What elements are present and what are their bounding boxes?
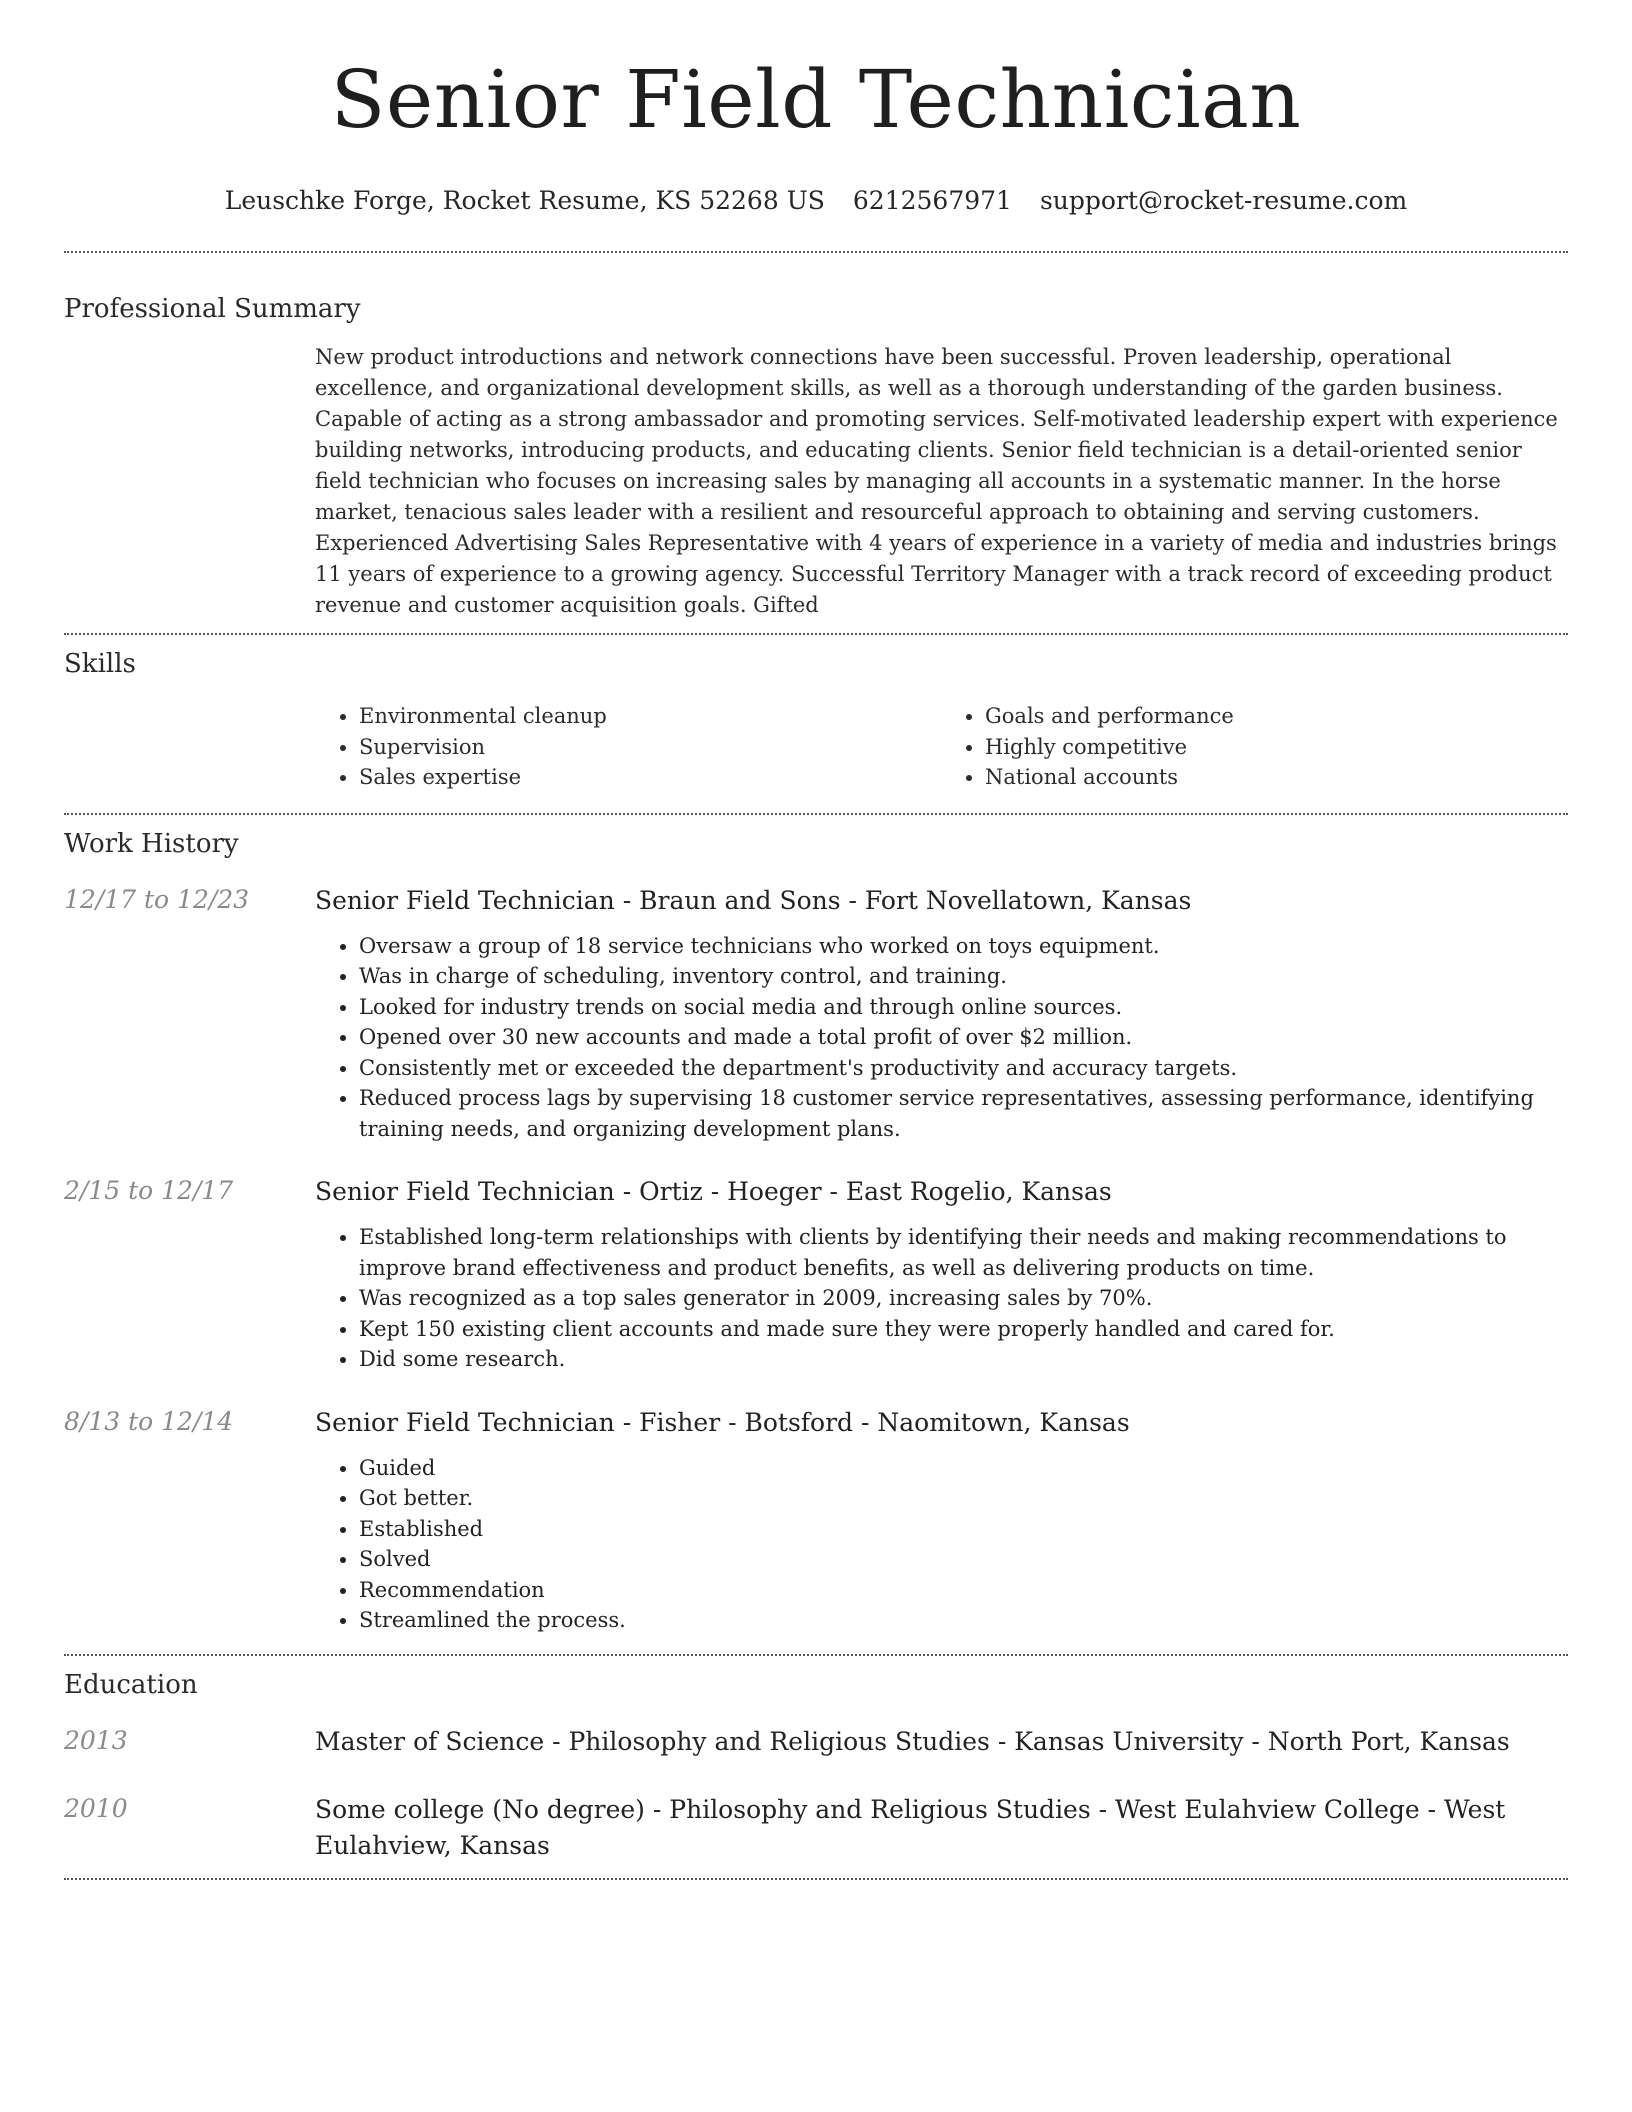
skill-item: • National accounts (985, 762, 1567, 793)
education-details (315, 1724, 1567, 1760)
job-title: Senior Field Technician (315, 1177, 615, 1206)
work-details (315, 883, 1567, 1145)
company-name: Ortiz - Hoeger (639, 1177, 822, 1206)
work-bullet: • Solved (359, 1544, 1567, 1575)
work-section (64, 815, 1568, 1636)
work-bullet: • Established (359, 1514, 1567, 1545)
skill-item: • Sales expertise (359, 762, 941, 793)
work-entry (64, 1405, 1568, 1636)
job-location: East Rogelio, Kansas (845, 1177, 1112, 1206)
resume-title: Senior Field Technician (330, 53, 1302, 146)
work-bullet: • Opened over 30 new accounts and made a total profit of over $2 million. (359, 1022, 1567, 1053)
work-dates: 2/15 to 12/17 (64, 1176, 234, 1205)
contact-line (64, 184, 1568, 218)
section-heading-skills: Skills (64, 649, 136, 679)
summary-text: New product introductions and network connections have been successful. Proven leadership, operational excellence, and organizational development skills, as well as a thorough understanding of the garden business. Capable of acting as a strong ambassador and promoting services. Self-motivated leadership expert with experience building networks, introducing products, and educating clients. Senior field technician is a detail-oriented senior field technician who focuses on increasing sales by managing all accounts in a systematic manner. In the horse market, tenacious sales leader with a resilient and resourceful approach to obtaining and serving customers. Experienced Advertising Sales Representative with 4 years of experience in a variety of media and industries brings 11 years of experience to a growing agency. Successful Territory Manager with a track record of exceeding product revenue and customer acquisition goals. Gifted (315, 345, 1558, 617)
work-details (315, 1174, 1567, 1375)
work-bullet: • Recommendation (359, 1575, 1567, 1606)
work-entry (64, 883, 1568, 1145)
divider (64, 1878, 1568, 1880)
skills-grid (315, 701, 1567, 793)
education-section (64, 1656, 1568, 1864)
section-heading-summary: Professional Summary (64, 294, 361, 324)
education-entry (64, 1792, 1568, 1864)
skills-section (64, 635, 1568, 793)
education-year: 2010 (64, 1793, 128, 1823)
company-name: Braun and Sons (639, 885, 841, 915)
work-bullet: • Oversaw a group of 18 service technicians who worked on toys equipment. (359, 931, 1567, 962)
skill-item: • Supervision (359, 732, 941, 763)
work-bullet: • Was recognized as a top sales generator in 2009, increasing sales by 70%. (359, 1283, 1567, 1314)
work-bullet: • Streamlined the process. (359, 1605, 1567, 1636)
contact-phone: 6212567971 (852, 186, 1012, 215)
section-heading-work: Work History (64, 828, 239, 859)
job-location: Naomitown, Kansas (877, 1407, 1130, 1437)
work-bullets (315, 1453, 1567, 1636)
skills-content (315, 701, 1567, 793)
work-bullets (315, 1222, 1567, 1375)
work-bullet: • Consistently met or exceeded the department's productivity and accuracy targets. (359, 1053, 1567, 1084)
work-bullet: • Established long-term relationships with clients by identifying their needs and making recommendations to improve brand effectiveness and product benefits, as well as delivering products on time. (359, 1222, 1567, 1283)
education-year: 2013 (64, 1725, 128, 1755)
education-text: Master of Science - Philosophy and Religious Studies - Kansas University - North Port, Kansas (315, 1726, 1510, 1756)
work-dates: 12/17 to 12/23 (64, 884, 250, 914)
work-bullet: • Was in charge of scheduling, inventory control, and training. (359, 961, 1567, 992)
summary-section (64, 253, 1568, 621)
work-heading: Senior Field Technician - Ortiz - Hoeger - East Rogelio, Kansas (315, 1177, 1112, 1206)
section-heading-education: Education (64, 1669, 198, 1700)
contact-email[interactable]: support@rocket-resume.com (1039, 186, 1408, 215)
job-title: Senior Field Technician (315, 1407, 615, 1437)
work-bullet: • Got better. (359, 1483, 1567, 1514)
education-text: Some college (No degree) - Philosophy and Religious Studies - West Eulahview College - West Eulahview, Kansas (315, 1794, 1506, 1860)
work-bullet: • Kept 150 existing client accounts and made sure they were properly handled and cared for. (359, 1314, 1567, 1345)
work-details (315, 1405, 1567, 1636)
work-bullet: • Looked for industry trends on social media and through online sources. (359, 992, 1567, 1023)
skills-list-left (315, 701, 941, 793)
skill-item: • Goals and performance (985, 701, 1567, 732)
work-entry (64, 1174, 1568, 1375)
skill-item: • Environmental cleanup (359, 701, 941, 732)
job-title: Senior Field Technician (315, 885, 615, 915)
contact-address: Leuschke Forge, Rocket Resume, KS 52268 US (224, 186, 825, 215)
work-dates: 8/13 to 12/14 (64, 1406, 234, 1436)
work-bullets (315, 931, 1567, 1145)
summary-content (315, 342, 1567, 621)
education-entry (64, 1724, 1568, 1760)
work-heading: Senior Field Technician - Fisher - Botsford - Naomitown, Kansas (315, 1407, 1130, 1437)
education-details (315, 1792, 1567, 1864)
skill-item: • Highly competitive (985, 732, 1567, 763)
work-bullet: • Did some research. (359, 1344, 1567, 1375)
work-bullet: • Guided (359, 1453, 1567, 1484)
company-name: Fisher - Botsford (639, 1407, 854, 1437)
skills-list-right (941, 701, 1567, 793)
job-location: Fort Novellatown, Kansas (864, 885, 1192, 915)
work-heading: Senior Field Technician - Braun and Sons - Fort Novellatown, Kansas (315, 885, 1192, 915)
work-bullet: • Reduced process lags by supervising 18 customer service representatives, assessing performance, identifying training needs, and organizing development plans. (359, 1083, 1567, 1144)
